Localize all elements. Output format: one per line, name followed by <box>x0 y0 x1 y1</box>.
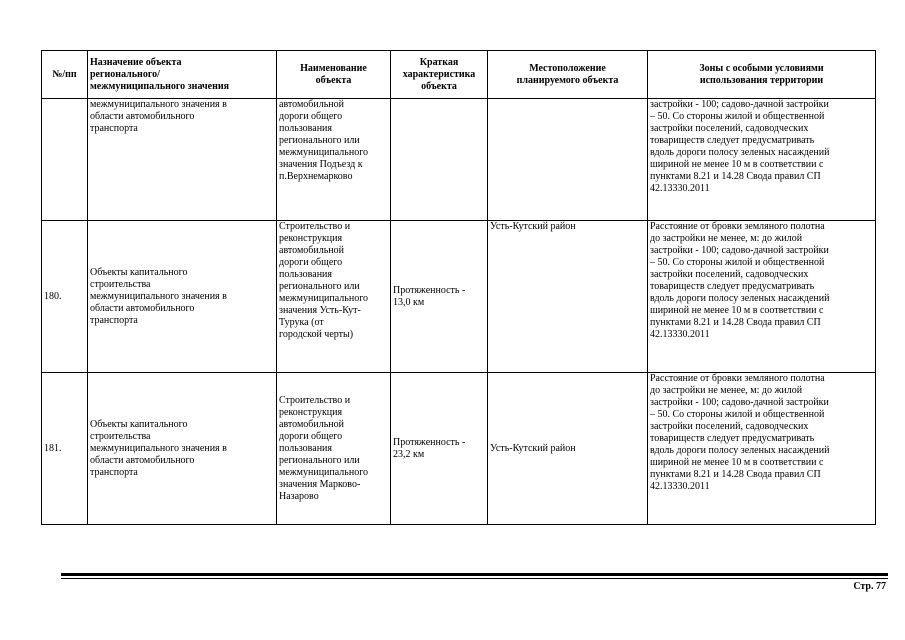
footer-divider-thin <box>61 578 888 579</box>
cell-zones: Расстояние от бровки земляного полотна до застройки не менее, м: до жилой застройки - 100; садово-дачной застройки – 50. Со стороны жилой и общественной застройки поселений, садоводческих товариществ следует предусматривать вдоль дороги полосу зеленых насаждений шириной не менее 10 м в соответствии с пунктами 8.21 и 14.28 Свода правил СП 42.13330.2011 <box>648 221 876 373</box>
cell-characteristic: Протяженность - 23,2 км <box>391 373 488 525</box>
cell-characteristic <box>391 99 488 221</box>
header-num: №/пп <box>42 51 88 99</box>
header-name: Наименование объекта <box>277 51 391 99</box>
page-number: Стр. 77 <box>853 581 886 592</box>
cell-purpose: межмуниципального значения в области автомобильного транспорта <box>88 99 277 221</box>
cell-name: автомобильной дороги общего пользования регионального или межмуниципального значения Подъезд к п.Верхнемарково <box>277 99 391 221</box>
table-row <box>42 373 876 525</box>
cell-characteristic: Протяженность - 13,0 км <box>391 221 488 373</box>
header-location: Местоположение планируемого объекта <box>488 51 648 99</box>
objects-table <box>41 50 876 525</box>
cell-location <box>488 99 648 221</box>
header-characteristic: Краткая характеристика объекта <box>391 51 488 99</box>
cell-num <box>42 99 88 221</box>
table-row <box>42 99 876 221</box>
cell-zones: застройки - 100; садово-дачной застройки – 50. Со стороны жилой и общественной застройки поселений, садоводческих товариществ следует предусматривать вдоль дороги полосу зеленых насаждений шириной не менее 10 м в соответствии с пунктами 8.21 и 14.28 Свода правил СП 42.13330.2011 <box>648 99 876 221</box>
cell-location: Усть-Кутский район <box>488 373 648 525</box>
cell-num: 181. <box>42 373 88 525</box>
footer-divider <box>61 573 888 576</box>
cell-name: Строительство и реконструкция автомобильной дороги общего пользования регионального или межмуниципального значения Усть-Кут- Турука (от городской черты) <box>277 221 391 373</box>
table-header-row <box>42 51 876 99</box>
cell-zones: Расстояние от бровки земляного полотна до застройки не менее, м: до жилой застройки - 100; садово-дачной застройки – 50. Со стороны жилой и общественной застройки поселений, садоводческих товариществ следует предусматривать вдоль дороги полосу зеленых насаждений шириной не менее 10 м в соответствии с пунктами 8.21 и 14.28 Свода правил СП 42.13330.2011 <box>648 373 876 525</box>
cell-purpose: Объекты капитального строительства межмуниципального значения в области автомобильного транспорта <box>88 373 277 525</box>
cell-location: Усть-Кутский район <box>488 221 648 373</box>
cell-num: 180. <box>42 221 88 373</box>
cell-name: Строительство и реконструкция автомобильной дороги общего пользования регионального или межмуниципального значения Марково- Назарово <box>277 373 391 525</box>
header-zones: Зоны с особыми условиями использования территории <box>648 51 876 99</box>
header-purpose: Назначение объекта регионального/ межмуниципального значения <box>88 51 277 99</box>
cell-purpose: Объекты капитального строительства межмуниципального значения в области автомобильного транспорта <box>88 221 277 373</box>
table-row <box>42 221 876 373</box>
